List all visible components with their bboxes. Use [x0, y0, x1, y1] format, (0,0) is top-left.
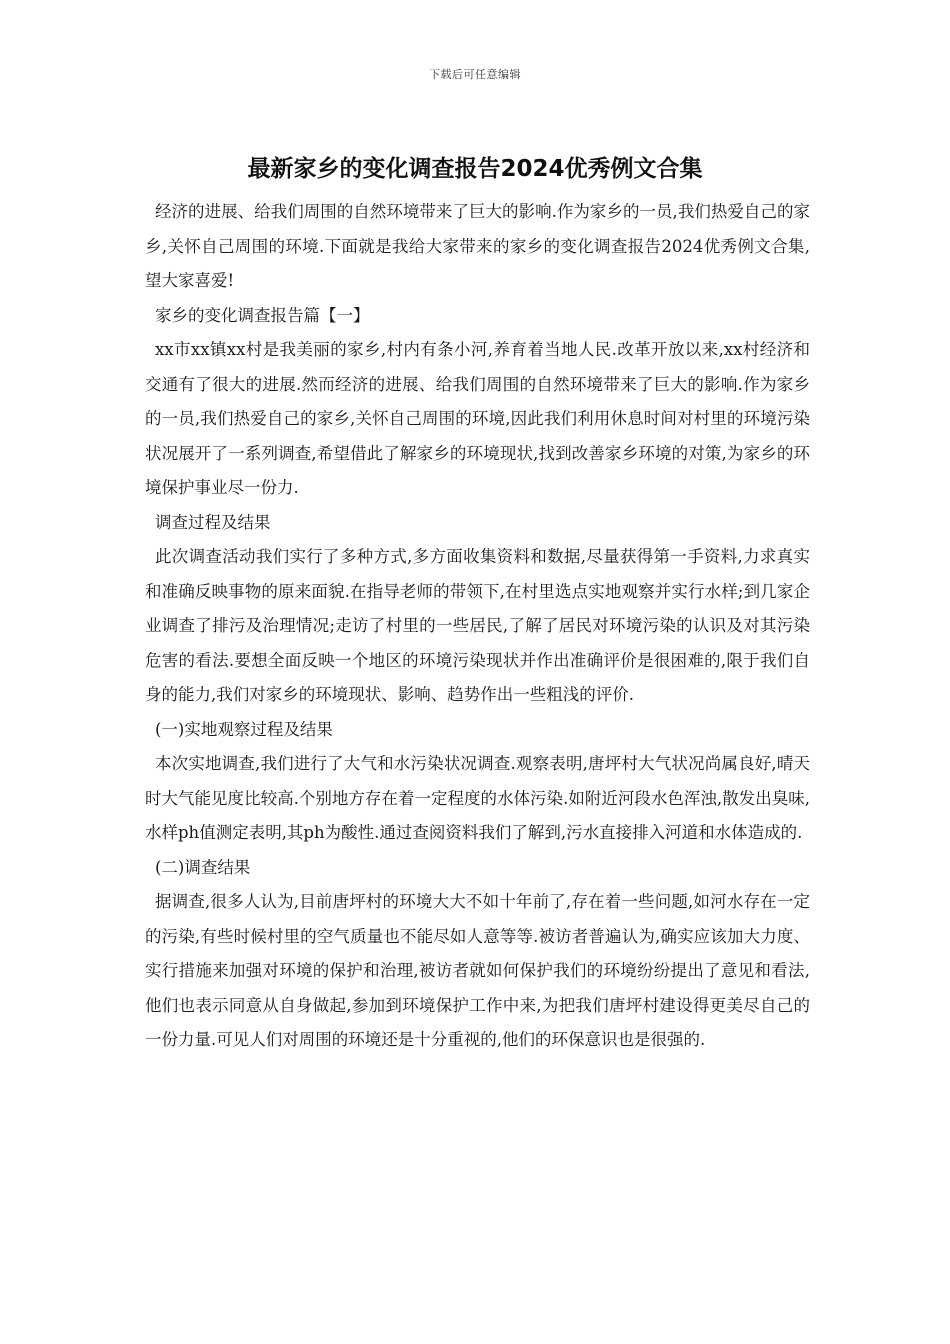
body-paragraph: 本次实地调查,我们进行了大气和水污染状况调查.观察表明,唐坪村大气状况尚属良好,晴天时大气能见度比较高.个别地方存在着一定程度的水体污染.如附近河段水色浑浊,散发出臭味,水样ph值测定表明,其ph为酸性.通过查阅资料我们了解到,污水直接排入河道和水体造成的. [145, 754, 810, 842]
body-paragraph: 据调查,很多人认为,目前唐坪村的环境大大不如十年前了,存在着一些问题,如河水存在一定的污染,有些时候村里的空气质量也不能尽如人意等等.被访者普遍认为,确实应该加大力度、实行措施来加强对环境的保护和治理,被访者就如何保护我们的环境纷纷提出了意见和看法,他们也表示同意从自身做起,参加到环境保护工作中来,为把我们唐坪村建设得更美尽自己的一份力量.可见人们对周围的环境还是十分重视的,他们的环保意识也是很强的. [145, 892, 810, 1049]
subsection-heading: (一)实地观察过程及结果 [155, 719, 333, 739]
document-title: 最新家乡的变化调查报告2024优秀例文合集 [247, 156, 703, 182]
section-heading: 调查过程及结果 [155, 512, 271, 532]
body-paragraph: 此次调查活动我们实行了多种方式,多方面收集资料和数据,尽量获得第一手资料,力求真实和准确反映事物的原来面貌.在指导老师的带领下,在村里选点实地观察并实行水样;到几家企业调查了排污及治理情况;走访了村里的一些居民,了解了居民对环境污染的认识及对其污染危害的看法.要想全面反映一个地区的环境污染现状并作出准确评价是很困难的,限于我们自身的能力,我们对家乡的环境现状、影响、趋势作出一些粗浅的评价. [145, 547, 810, 704]
body-paragraph: xx市xx镇xx村是我美丽的家乡,村内有条小河,养育着当地人民.改革开放以来,xx村经济和交通有了很大的进展.然而经济的进展、给我们周围的自然环境带来了巨大的影响.作为家乡的一员,我们热爱自己的家乡,关怀自己周围的环境,因此我们利用休息时间对村里的环境污染状况展开了一系列调查,希望借此了解家乡的环境现状,找到改善家乡环境的对策,为家乡的环境保护事业尽一份力. [145, 340, 810, 497]
intro-paragraph: 经济的进展、给我们周围的自然环境带来了巨大的影响.作为家乡的一员,我们热爱自己的家乡,关怀自己周围的环境.下面就是我给大家带来的家乡的变化调查报告2024优秀例文合集,望大家喜爱! [145, 202, 810, 290]
section-heading: 家乡的变化调查报告篇【一】 [155, 305, 370, 325]
header-note: 下载后可任意编辑 [429, 68, 521, 81]
document-body [145, 195, 810, 1058]
subsection-heading: (二)调查结果 [155, 857, 251, 877]
